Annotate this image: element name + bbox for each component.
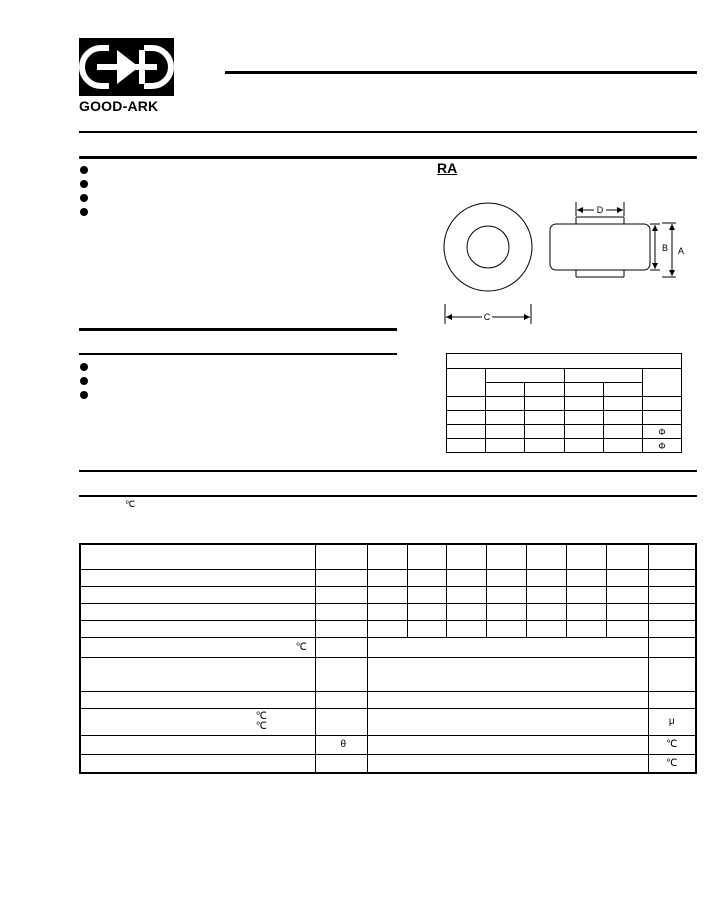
dim-label-a: A (678, 246, 685, 256)
dim-label-c: C (483, 312, 491, 322)
package-outline-drawing (436, 196, 696, 330)
dim-table-subhead (564, 383, 603, 397)
dim-table-row (447, 411, 682, 425)
ratings-row (80, 586, 696, 603)
phi-symbol: Φ (643, 439, 682, 453)
ratings-row (80, 735, 696, 754)
good-ark-logo (79, 38, 174, 96)
header-divider (79, 131, 697, 133)
feature-bullet (80, 194, 88, 202)
section-rule-mid-thin (79, 353, 397, 355)
ratings-header-row (80, 544, 696, 569)
feature-bullet (80, 208, 88, 216)
side-body (550, 224, 650, 270)
ratings-row (80, 620, 696, 637)
ratings-temp-cell-double (80, 708, 315, 735)
ratings-temp-cell (80, 637, 315, 657)
dim-table-subhead (525, 383, 564, 397)
theta-symbol: θ (315, 735, 367, 754)
feature-bullet (80, 180, 88, 188)
ratings-rule-bottom (79, 495, 697, 497)
dim-label-b: B (662, 243, 669, 253)
package-label: RA (437, 160, 458, 176)
dim-table-subhead (486, 383, 525, 397)
dimension-table (446, 353, 682, 453)
temp-unit: ℃ (255, 720, 267, 732)
dim-table-row (447, 425, 682, 439)
ratings-table (79, 543, 697, 774)
dim-table-head-dim (447, 369, 486, 397)
ratings-row (80, 691, 696, 708)
outer-ring (444, 203, 532, 291)
temp-unit: ℃ (295, 641, 307, 653)
ratings-row (80, 603, 696, 620)
dim-table-row (447, 397, 682, 411)
ratings-row (80, 708, 696, 735)
condition-temp-unit: ℃ (125, 499, 136, 509)
mechanical-bullet (80, 391, 88, 399)
ratings-row (80, 657, 696, 691)
ratings-row (80, 569, 696, 586)
ratings-row (80, 637, 696, 657)
inner-hole (467, 226, 509, 268)
dim-table-title-row (447, 354, 682, 369)
diode-logo-icon (79, 38, 174, 96)
mechanical-bullet (80, 377, 88, 385)
dim-table-title-cell (447, 354, 682, 369)
dim-label-d: D (596, 205, 604, 215)
dim-table-head-group (564, 369, 643, 383)
title-rule (225, 71, 697, 74)
dim-table-head-group (486, 369, 565, 383)
dim-table-subhead (603, 383, 642, 397)
micro-unit: μ (648, 708, 696, 735)
feature-bullet (80, 166, 88, 174)
ratings-rule-top (79, 470, 697, 472)
unit-celsius: ℃ (648, 735, 696, 754)
ratings-row (80, 754, 696, 773)
section-rule-mid (79, 328, 397, 331)
logo-wordmark: GOOD-ARK (79, 98, 159, 114)
dim-table-header-row (447, 369, 682, 383)
section-rule-top (79, 156, 697, 159)
phi-symbol: Φ (643, 425, 682, 439)
dim-table-row (447, 439, 682, 453)
dim-table-head-note (643, 369, 682, 397)
mechanical-bullet (80, 363, 88, 371)
unit-celsius: ℃ (648, 754, 696, 773)
temp-unit: ℃ (255, 710, 267, 722)
